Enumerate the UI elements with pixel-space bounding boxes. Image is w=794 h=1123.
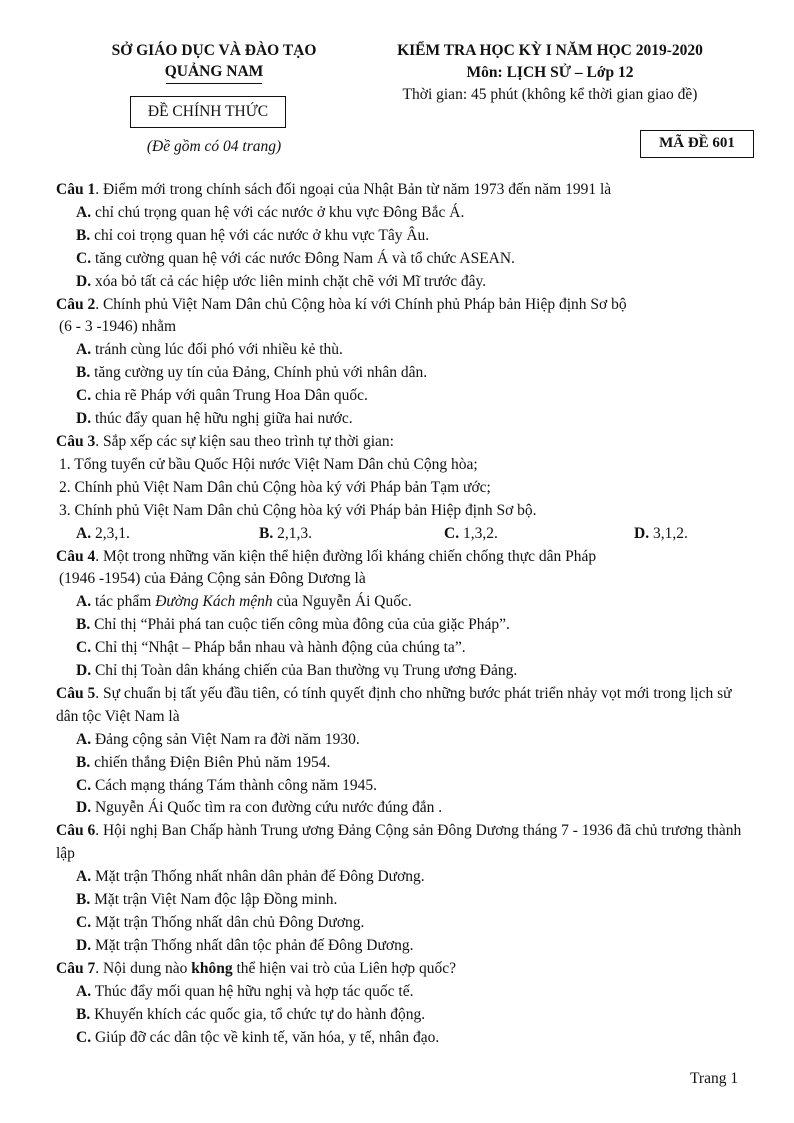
option-text: tăng cường quan hệ với các nước Đông Nam Á và tổ chức ASEAN. (94, 249, 515, 267)
option-b (56, 1004, 756, 1027)
option-text: tác phẩm (94, 593, 156, 611)
option-text: Nguyễn Ái Quốc tìm ra con đường cứu nước đúng đắn . (94, 799, 443, 817)
exam-code-box: MÃ ĐỀ 601 (640, 130, 754, 158)
option-a (56, 591, 756, 614)
header-underline (166, 83, 262, 84)
option-a (56, 866, 756, 889)
option-text: Chỉ thị Toàn dân kháng chiến của Ban thường vụ Trung ương Đảng. (94, 662, 518, 680)
option-key: C. (76, 776, 92, 794)
exam-title: KIỂM TRA HỌC KỲ I NĂM HỌC 2019-2020 (397, 42, 703, 59)
option-text: Khuyến khích các quốc gia, tổ chức tự do hành động. (94, 1005, 426, 1023)
option-key: A. (76, 341, 92, 359)
option-text: Mặt trận Thống nhất dân chủ Đông Dương. (94, 914, 365, 931)
option-text: chỉ chú trọng quan hệ với các nước ở khu vực Đông Bắc Á. (94, 203, 465, 221)
option-text: chiến thắng Điện Biên Phủ năm 1954. (94, 753, 331, 771)
exam-time: Thời gian: 45 phút (không kể thời gian giao đề) (402, 86, 698, 103)
option-c (56, 775, 756, 798)
option-key: B. (76, 364, 91, 382)
question-3 (56, 431, 756, 546)
event-item-3: 3. Chính phủ Việt Nam Dân chủ Cộng hòa ký với Pháp bản Hiệp định Sơ bộ. (59, 501, 537, 519)
question-list (56, 179, 756, 1049)
option-c (444, 523, 634, 546)
question-number: Câu 2 (56, 295, 96, 313)
option-key: B. (76, 753, 91, 771)
department-header (92, 40, 336, 84)
option-text: tránh cùng lúc đối phó với nhiều kẻ thù. (94, 341, 343, 359)
option-text: Mặt trận Thống nhất nhân dân phản đế Đông Dương. (94, 868, 425, 886)
option-b (56, 225, 756, 248)
option-key: D. (634, 524, 650, 542)
option-key: C. (76, 387, 92, 405)
option-key: B. (76, 1005, 91, 1023)
question-number: Câu 7 (56, 959, 96, 977)
question-7 (56, 958, 756, 1050)
question-6 (56, 820, 756, 957)
option-text: Mặt trận Thống nhất dân tộc phản đế Đông Dương. (94, 936, 414, 954)
option-b (56, 752, 756, 775)
option-a (76, 523, 259, 546)
option-key: C. (76, 914, 92, 931)
option-key: C. (444, 524, 460, 542)
option-text: xóa bỏ tất cả các hiệp ước liên minh chặt chẽ với Mĩ trước đây. (94, 272, 487, 290)
option-text: 3,1,2. (652, 524, 688, 542)
option-c (56, 1027, 756, 1050)
option-text: chia rẽ Pháp với quân Trung Hoa Dân quốc. (94, 387, 368, 405)
question-5 (56, 683, 756, 820)
option-key: C. (76, 639, 92, 657)
option-key: A. (76, 524, 92, 542)
question-stem-continued: (6 - 3 -1946) nhằm (59, 318, 177, 336)
question-stem (56, 820, 756, 866)
option-text: Mặt trận Việt Nam độc lập Đồng minh. (94, 891, 338, 909)
province-name: QUẢNG NAM (164, 63, 264, 80)
page-count-note: (Đề gồm có 04 trang) (146, 138, 282, 155)
event-item-2: 2. Chính phủ Việt Nam Dân chủ Cộng hòa ký với Pháp bản Tạm ước; (59, 478, 491, 496)
option-d (56, 935, 756, 958)
option-key: D. (76, 936, 92, 954)
option-key: B. (76, 616, 91, 634)
question-number: Câu 4 (56, 547, 96, 565)
question-text: . Chính phủ Việt Nam Dân chủ Cộng hòa kí với Chính phủ Pháp bản Hiệp định Sơ bộ (95, 295, 627, 313)
question-number: Câu 6 (56, 822, 96, 840)
option-key: A. (76, 203, 92, 221)
option-text: Giúp đỡ các dân tộc về kinh tế, văn hóa, y tế, nhân đạo. (94, 1028, 440, 1046)
question-stem (56, 546, 756, 569)
option-text: chỉ coi trọng quan hệ với các nước ở khu vực Tây Âu. (94, 226, 430, 244)
exam-subject: Môn: LỊCH SỬ – Lớp 12 (466, 64, 634, 81)
option-c (56, 637, 756, 660)
question-text: . Một trong những văn kiện thể hiện đường lối kháng chiến chống thực dân Pháp (95, 547, 597, 565)
question-stem (56, 958, 756, 981)
question-stem (56, 179, 756, 202)
option-text: Đảng cộng sản Việt Nam ra đời năm 1930. (94, 730, 360, 748)
question-text: . Sự chuẩn bị tất yếu đầu tiên, có tính quyết định cho những bước phát triển nhảy vọt mới trong lịch sử dân tộc Việt Nam là (56, 684, 732, 725)
option-d (634, 523, 688, 546)
option-c (56, 385, 756, 408)
option-key: D. (76, 799, 92, 817)
option-text: Chỉ thị “Nhật – Pháp bắn nhau và hành động của chúng ta”. (94, 639, 466, 657)
option-b (259, 523, 444, 546)
option-a (56, 202, 756, 225)
book-title: Đường Kách mệnh (155, 593, 273, 611)
page-number: Trang 1 (690, 1070, 739, 1087)
question-number: Câu 5 (56, 684, 96, 702)
option-key: A. (76, 593, 92, 611)
question-stem (56, 294, 756, 317)
question-text: . Điểm mới trong chính sách đối ngoại của Nhật Bản từ năm 1973 đến năm 1991 là (95, 181, 612, 198)
official-exam-box: ĐỀ CHÍNH THỨC (130, 96, 286, 128)
option-text: Cách mạng tháng Tám thành công năm 1945. (94, 776, 378, 794)
question-text-end: thể hiện vai trò của Liên hợp quốc? (232, 959, 456, 977)
option-text-end: của Nguyễn Ái Quốc. (272, 593, 412, 611)
option-key: D. (76, 272, 92, 290)
option-b (56, 362, 756, 385)
option-key: D. (76, 410, 92, 428)
question-text: . Nội dung nào (95, 959, 192, 977)
question-number: Câu 3 (56, 432, 96, 450)
question-stem (56, 431, 756, 454)
option-text: Thúc đẩy mối quan hệ hữu nghị và hợp tác quốc tế. (94, 982, 414, 1000)
option-d (56, 660, 756, 683)
option-text: tăng cường uy tín của Đảng, Chính phủ với nhân dân. (94, 364, 428, 382)
option-key: B. (76, 226, 91, 244)
question-text: . Hội nghị Ban Chấp hành Trung ương Đảng Cộng sản Đông Dương tháng 7 - 1936 đã chủ trương thành lập (56, 822, 742, 863)
option-d (56, 797, 756, 820)
option-key: C. (76, 249, 92, 267)
option-a (56, 729, 756, 752)
option-a (56, 339, 756, 362)
option-b (56, 614, 756, 637)
option-key: B. (259, 524, 274, 542)
option-row (56, 523, 756, 546)
option-text: 2,3,1. (94, 524, 130, 542)
option-key: D. (76, 662, 92, 680)
question-4 (56, 546, 756, 683)
exam-header (360, 40, 740, 106)
emphasis-word: không (191, 959, 233, 977)
event-item-1: 1. Tổng tuyển cử bầu Quốc Hội nước Việt Nam Dân chủ Cộng hòa; (59, 455, 478, 473)
option-d (56, 408, 756, 431)
option-key: A. (76, 982, 92, 1000)
option-key: A. (76, 868, 92, 886)
question-number: Câu 1 (56, 181, 96, 198)
option-text: 1,3,2. (462, 524, 498, 542)
option-d (56, 271, 756, 294)
option-text: thúc đẩy quan hệ hữu nghị giữa hai nước. (94, 410, 353, 428)
department-name: SỞ GIÁO DỤC VÀ ĐÀO TẠO (111, 42, 317, 59)
question-text: . Sắp xếp các sự kiện sau theo trình tự thời gian: (95, 432, 394, 450)
option-key: B. (76, 891, 91, 909)
question-stem (56, 683, 756, 729)
option-key: A. (76, 730, 92, 748)
question-2 (56, 294, 756, 431)
option-text: Chỉ thị “Phải phá tan cuộc tiến công mùa đông của của giặc Pháp”. (94, 616, 510, 634)
option-a (56, 981, 756, 1004)
option-c (56, 248, 756, 271)
option-b (56, 889, 756, 912)
option-key: C. (76, 1028, 92, 1046)
question-stem-continued: (1946 -1954) của Đảng Cộng sản Đông Dương là (59, 570, 366, 588)
option-text: 2,1,3. (277, 524, 312, 542)
option-c (56, 912, 756, 935)
question-1 (56, 179, 756, 294)
